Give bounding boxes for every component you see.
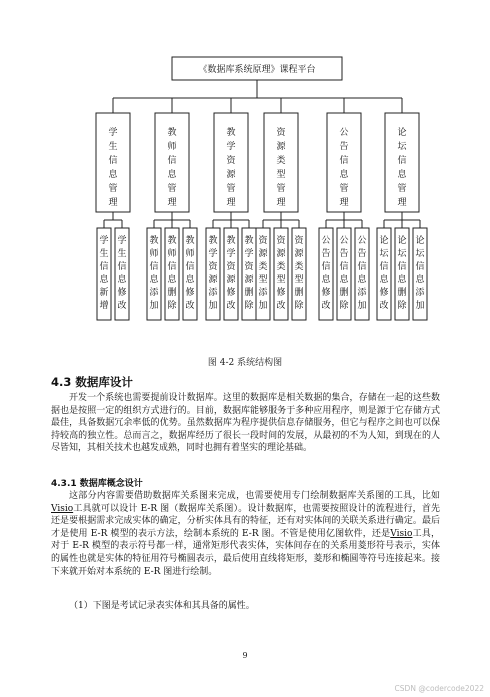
- figure-caption: 图 4-2 系统结构图: [207, 358, 283, 368]
- child-label: 论坛信息添加: [415, 236, 425, 311]
- group-label: 教学资源管理: [226, 128, 236, 208]
- child-label: 公告信息删除: [339, 236, 349, 311]
- child-label: 教学资源添加: [208, 236, 218, 311]
- group-label: 学生信息管理: [108, 128, 118, 208]
- child-label: 教师信息添加: [149, 236, 159, 311]
- child-label: 教学资源修改: [226, 236, 236, 311]
- concept-paragraph: [51, 490, 440, 578]
- child-label: 论坛信息修改: [379, 236, 389, 311]
- concept-text-3: 工具，对于 E-R 模型的表示符号都一样，通常矩形代表实体，实体间存在的关系用菱形符号表示，实体的属性也就是实体的特征用符号椭圆表示，最后使用直线将矩形，菱形和椭圆等符号连接起来。接下来就开始对本系统的 E-R 图进行绘制。: [51, 528, 440, 577]
- root-label: 《数据库系统原理》课程平台: [198, 65, 316, 75]
- child-label: 教师信息删除: [167, 236, 177, 311]
- child-label: 资源类型删除: [294, 236, 304, 311]
- child-label: 论坛信息删除: [397, 236, 407, 311]
- child-label: 公告信息修改: [321, 236, 331, 311]
- child-label: 资源类型添加: [258, 236, 268, 311]
- group-label: 资源类型管理: [276, 128, 286, 208]
- section-heading: 4.3 数据库设计: [51, 375, 133, 389]
- child-label: 教师信息修改: [185, 236, 195, 311]
- intro-paragraph: 开发一个系统也需要提前设计数据库。这里的数据库是相关数据的集合，存储在一起的这些数据也是按照一定的组织方式进行的。目前，数据库能够服务于多种应用程序，则是源于它存储方式最佳，具备数据冗余率低的优势。虽然数据库为程序提供信息存储服务，但它与程序之间也可以保持较高的独立性。总而言之，数据库经历了很长一段时间的发展，从最初的不为人知，到现在的人尽皆知，其相关技术也越发成熟，同时也拥有着坚实的理论基础。: [51, 393, 440, 454]
- group-label: 教师信息管理: [167, 128, 177, 208]
- group-label: 公告信息管理: [339, 128, 349, 208]
- child-label: 资源类型修改: [276, 236, 286, 311]
- child-label: 学生信息新增: [99, 236, 109, 311]
- watermark: CSDN @codercode2022: [394, 684, 484, 693]
- page-number: 9: [242, 651, 248, 660]
- group-label: 论坛信息管理: [397, 128, 407, 208]
- visio-term-2: Visio: [390, 528, 413, 539]
- concept-text-2: 工具就可以设计 E-R 图（数据库关系图）。设计数据库，也需要按照设计的流程进行，首先还是要根据需求完成实体的确定，分析实体具有的特征，还有对实体间的关联关系进行确定。最后才是使用 E-R 模型的表示方法，绘制本系统的 E-R 图。不管是使用亿图软件，还是: [51, 503, 440, 539]
- child-label: 学生信息修改: [117, 236, 127, 311]
- concept-text-1: 这部分内容需要借助数据库关系图来完成，也需要使用专门绘制数据库关系图的工具，比如: [69, 491, 440, 501]
- visio-term-1: Visio: [51, 503, 74, 514]
- child-label: 公告信息添加: [357, 236, 367, 311]
- list-item-1: （1）下图是考试记录表实体和其具备的属性。: [69, 601, 255, 611]
- child-label: 教学资源删除: [244, 236, 254, 311]
- subsection-heading: 4.3.1 数据库概念设计: [51, 479, 143, 489]
